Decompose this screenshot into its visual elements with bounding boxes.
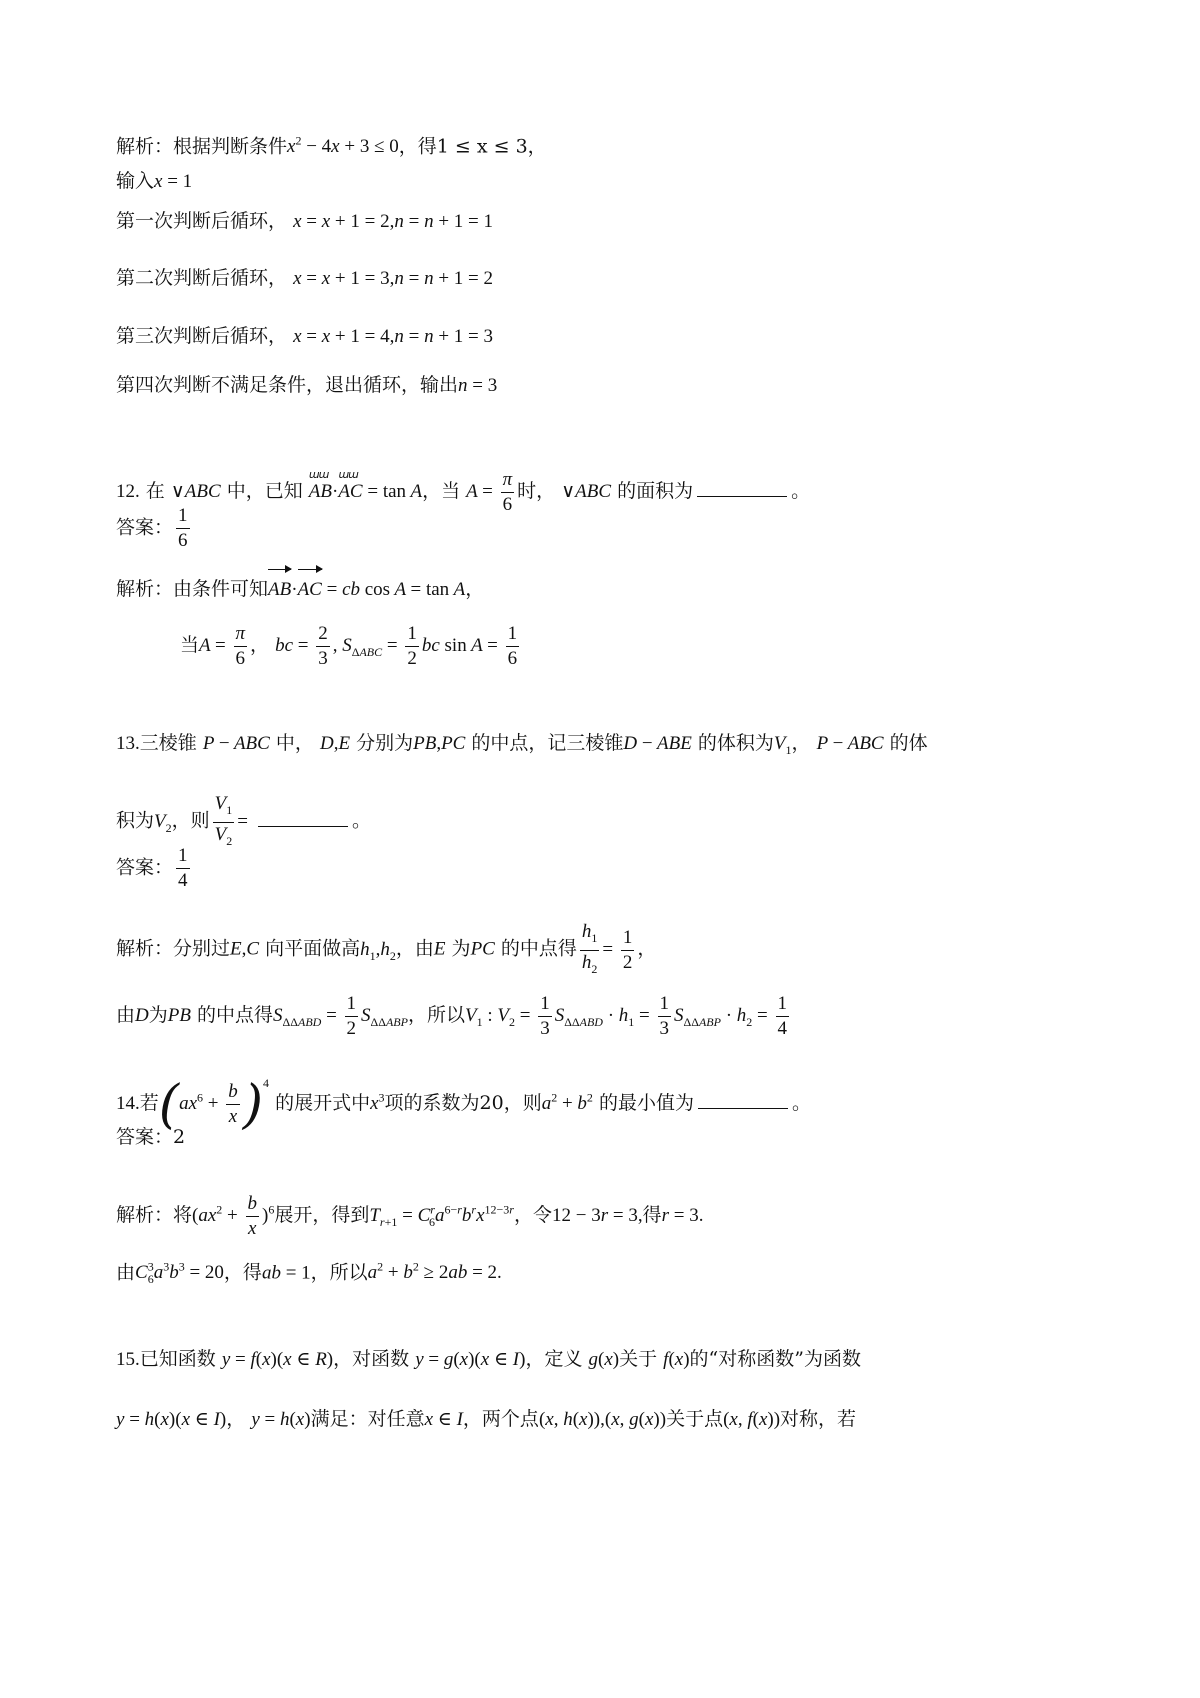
triangle-abc: ∨ABC bbox=[561, 479, 612, 502]
text: 的体 bbox=[889, 732, 928, 754]
formula: D bbox=[135, 1004, 149, 1026]
solution-11-loop3 bbox=[116, 323, 493, 350]
solution-11-output bbox=[116, 372, 497, 399]
formula: D − ABE bbox=[623, 733, 692, 754]
answer-12 bbox=[116, 504, 193, 553]
text: 关于点 bbox=[666, 1408, 724, 1430]
formula: bc = $\frac{2}{3}$ , $S_{\Delta ABC}$ = $\frac{1}{2}$ bc sin A = $\frac{1}{6}$ bbox=[275, 623, 518, 669]
solution-11-loop2 bbox=[116, 265, 493, 292]
text: 的中点，记三棱锥 bbox=[471, 732, 624, 754]
text: 满足：对任意 bbox=[310, 1408, 425, 1430]
formula: $\frac{V_1}{V_2}$ = bbox=[214, 793, 248, 848]
text: ，得 bbox=[223, 1261, 262, 1284]
inequality: $x^2 - 4x + 3 \le 0$ bbox=[287, 134, 399, 158]
text: 由 bbox=[116, 1003, 136, 1026]
formula: f(x) bbox=[663, 1349, 690, 1370]
text: 的展开式中 bbox=[275, 1092, 371, 1114]
text: 已知函数 bbox=[139, 1348, 216, 1370]
question-15-line1 bbox=[116, 1346, 861, 1373]
formula: x = x + 1 = 4,n = n + 1 = 3 bbox=[293, 326, 493, 347]
formula: PB,PC bbox=[413, 733, 466, 754]
text: 的体积为 bbox=[697, 732, 774, 754]
formula: 12 − 3r = 3, bbox=[551, 1204, 643, 1226]
text: 在 bbox=[145, 479, 165, 502]
text: ，由 bbox=[395, 937, 434, 960]
text: 的最小值为 bbox=[598, 1092, 694, 1114]
question-15-line2 bbox=[116, 1406, 856, 1433]
question-number: 12. bbox=[116, 480, 140, 502]
text-tail: ，得1 ≤ x ≤ 3， bbox=[398, 135, 547, 158]
text: ，所以 bbox=[407, 1003, 465, 1026]
angle-a-value: A = $\frac{\pi}{6}$ bbox=[466, 469, 513, 515]
text: ，所以 bbox=[310, 1261, 368, 1284]
formula: $V_1$ : $V_2$ = $\frac{1}{3}$ $S_{\Delta\Delta ABD} \cdot h_1$ = $\frac{1}{3}$ $S_{\Delta\Delta ABP} \cdot h_2$ = $\frac{1}{4}$ bbox=[464, 993, 787, 1039]
formula: $V_1$ bbox=[773, 733, 792, 757]
text: 中，已知 bbox=[226, 479, 303, 502]
formula: PC bbox=[470, 938, 495, 960]
text: 的“对称函数”为函数 bbox=[689, 1348, 861, 1370]
formula: (x, h(x)),(x, g(x)) bbox=[538, 1409, 667, 1430]
text: 积为 bbox=[116, 809, 155, 832]
formula: n = 3 bbox=[458, 375, 498, 396]
text: 展开，得到 bbox=[274, 1203, 370, 1226]
text: 为 bbox=[148, 1003, 168, 1026]
formula: g(x) bbox=[588, 1349, 620, 1370]
text: 的中点得 bbox=[500, 937, 577, 960]
text-label: 第二次判断后循环， bbox=[116, 267, 288, 289]
formula: $S_{\Delta\Delta ABD}$ = $\frac{1}{2}$ $S_{\Delta\Delta ABP}$ bbox=[273, 993, 408, 1039]
answer-fraction: $\frac{1}{4}$ bbox=[178, 845, 188, 891]
text: ，则 bbox=[171, 809, 210, 832]
solution-11-condition bbox=[116, 128, 547, 160]
solution-13-line1: 解析：分别过E,C 向平面做高$h_1,h_2$，由E 为PC 的中点得 $\frac{h_1}{h_2}$ = $\frac{1}{2}$ ， bbox=[116, 921, 657, 976]
question-13-line1: 13.三棱锥 P − ABC 中， D,E 分别为PB,PC 的中点，记三棱锥D − ABE 的体积为$V_1$， P − ABC 的体 bbox=[116, 732, 928, 757]
question-number: 13. bbox=[116, 733, 140, 754]
text: 的中点得 bbox=[197, 1003, 274, 1026]
formula: $\frac{h_1}{h_2}$ = $\frac{1}{2}$ bbox=[581, 921, 633, 976]
solution-12-line2: 当A = $\frac{\pi}{6}$ ， bc = $\frac{2}{3}$ , $S_{\Delta ABC}$ = $\frac{1}{2}$ bc sin A = $\frac{1}{6}$ bbox=[180, 622, 522, 671]
text: 。 bbox=[791, 1092, 811, 1114]
solution-11-loop1 bbox=[116, 208, 493, 235]
text: 。 bbox=[791, 479, 811, 502]
text: 三棱锥 bbox=[139, 732, 197, 754]
triangle-abc: ∨ABC bbox=[170, 479, 221, 502]
solution-13-line2 bbox=[116, 992, 792, 1041]
formula: r = 3 bbox=[661, 1204, 699, 1226]
formula: y = h(x) bbox=[251, 1409, 311, 1430]
text-label: 答案：2 bbox=[116, 1126, 186, 1148]
text: ，当 bbox=[422, 479, 461, 502]
answer-blank bbox=[697, 478, 787, 497]
formula: y = g(x)(x ∈ I) bbox=[415, 1349, 526, 1370]
formula: A = $\frac{\pi}{6}$ bbox=[199, 623, 246, 669]
solution-12-line1: 解析：由条件可知 AB· AC = cb cos A = tan A， bbox=[116, 576, 484, 603]
text-label: 当 bbox=[180, 633, 200, 656]
text: ， bbox=[226, 1408, 246, 1430]
text-label: 解析：由条件可知 bbox=[116, 578, 269, 600]
formula: ($ax^2$ + $\frac{b}{x}$ )$^6$ bbox=[192, 1193, 275, 1239]
answer-14 bbox=[116, 1124, 185, 1150]
question-14 bbox=[116, 1070, 811, 1135]
text: ，定义 bbox=[525, 1348, 583, 1370]
answer-blank bbox=[698, 1090, 788, 1109]
solution-14-line1 bbox=[116, 1192, 703, 1241]
text-label: 第三次判断后循环， bbox=[116, 325, 288, 347]
formula: D,E bbox=[319, 733, 351, 754]
text: 为 bbox=[451, 937, 471, 960]
text: 关于 bbox=[619, 1348, 658, 1370]
text: 分别为 bbox=[356, 732, 414, 754]
text: 解析：分别过 bbox=[116, 937, 231, 960]
formula: $a^2 + b^2 \ge 2ab = 2$. bbox=[367, 1260, 502, 1284]
question-number: 14. bbox=[116, 1093, 140, 1114]
formula: y = f(x)(x ∈ R) bbox=[221, 1349, 334, 1370]
solution-14-line2 bbox=[116, 1254, 502, 1292]
formula: x = x + 1 = 3,n = n + 1 = 2 bbox=[293, 268, 493, 289]
formula: ab = 1 bbox=[261, 1262, 311, 1284]
text: ，两个点 bbox=[462, 1408, 539, 1430]
text: 项的系数为20，则 bbox=[384, 1092, 542, 1114]
text-label: 解析：根据判断条件 bbox=[116, 135, 288, 158]
formula: x = x + 1 = 2,n = n + 1 = 1 bbox=[293, 211, 493, 232]
text: 得 bbox=[642, 1203, 662, 1226]
formula: P − ABC bbox=[202, 733, 270, 754]
formula: x = 1 bbox=[154, 171, 193, 192]
answer-fraction: $\frac{1}{6}$ bbox=[178, 505, 188, 551]
text: 解析：将 bbox=[116, 1203, 193, 1226]
text: 向平面做高 bbox=[265, 937, 361, 960]
formula: $V_2$ bbox=[154, 810, 172, 835]
text: . bbox=[698, 1204, 704, 1226]
formula: y = h(x)(x ∈ I) bbox=[116, 1409, 227, 1430]
text-label: 答案： bbox=[116, 516, 174, 539]
text: 时， bbox=[517, 479, 556, 502]
formula: $T_{r+1} = C^r_6a^{6-r}b^rx^{12-3r}$ bbox=[369, 1202, 514, 1229]
text-label: 第一次判断后循环， bbox=[116, 210, 288, 232]
text: 对称，若 bbox=[780, 1408, 857, 1430]
answer-blank bbox=[258, 808, 348, 827]
formula: $x^3$ bbox=[370, 1090, 385, 1114]
text: 中， bbox=[275, 732, 314, 754]
formula: $C^3_6a^3b^3 = 20$ bbox=[135, 1260, 224, 1287]
formula: E bbox=[433, 938, 446, 960]
solution-11-input bbox=[116, 168, 192, 195]
formula: x ∈ I bbox=[424, 1409, 463, 1430]
formula: $h_1,h_2$ bbox=[360, 938, 396, 963]
text: ，对函数 bbox=[333, 1348, 410, 1370]
question-12 bbox=[116, 468, 810, 517]
text-label: 输入 bbox=[116, 170, 155, 192]
formula: (x, f(x)) bbox=[723, 1409, 781, 1430]
text-label: 第四次判断不满足条件，退出循环，输出 bbox=[116, 374, 459, 396]
text-label: 答案： bbox=[116, 856, 174, 879]
formula: E,C bbox=[230, 938, 260, 960]
formula: PB bbox=[167, 1004, 191, 1026]
formula: $a^2 + b^2$ bbox=[541, 1090, 593, 1114]
binomial-expression: ($ax^6$ + $\frac{b}{x}$ )$^4$ bbox=[158, 1074, 270, 1135]
text: 的面积为 bbox=[617, 479, 694, 502]
text: 若 bbox=[139, 1092, 159, 1114]
formula: AB· AC = cb cos A = tan A bbox=[268, 579, 465, 600]
text: 由 bbox=[116, 1261, 136, 1284]
answer-13 bbox=[116, 844, 193, 893]
text: ，令 bbox=[513, 1203, 552, 1226]
question-number: 15. bbox=[116, 1349, 140, 1370]
text: 。 bbox=[352, 809, 372, 832]
formula: P − ABC bbox=[816, 733, 884, 754]
dot-product: ɯɯ AB· ɯɯ AC = tan A bbox=[308, 467, 423, 502]
